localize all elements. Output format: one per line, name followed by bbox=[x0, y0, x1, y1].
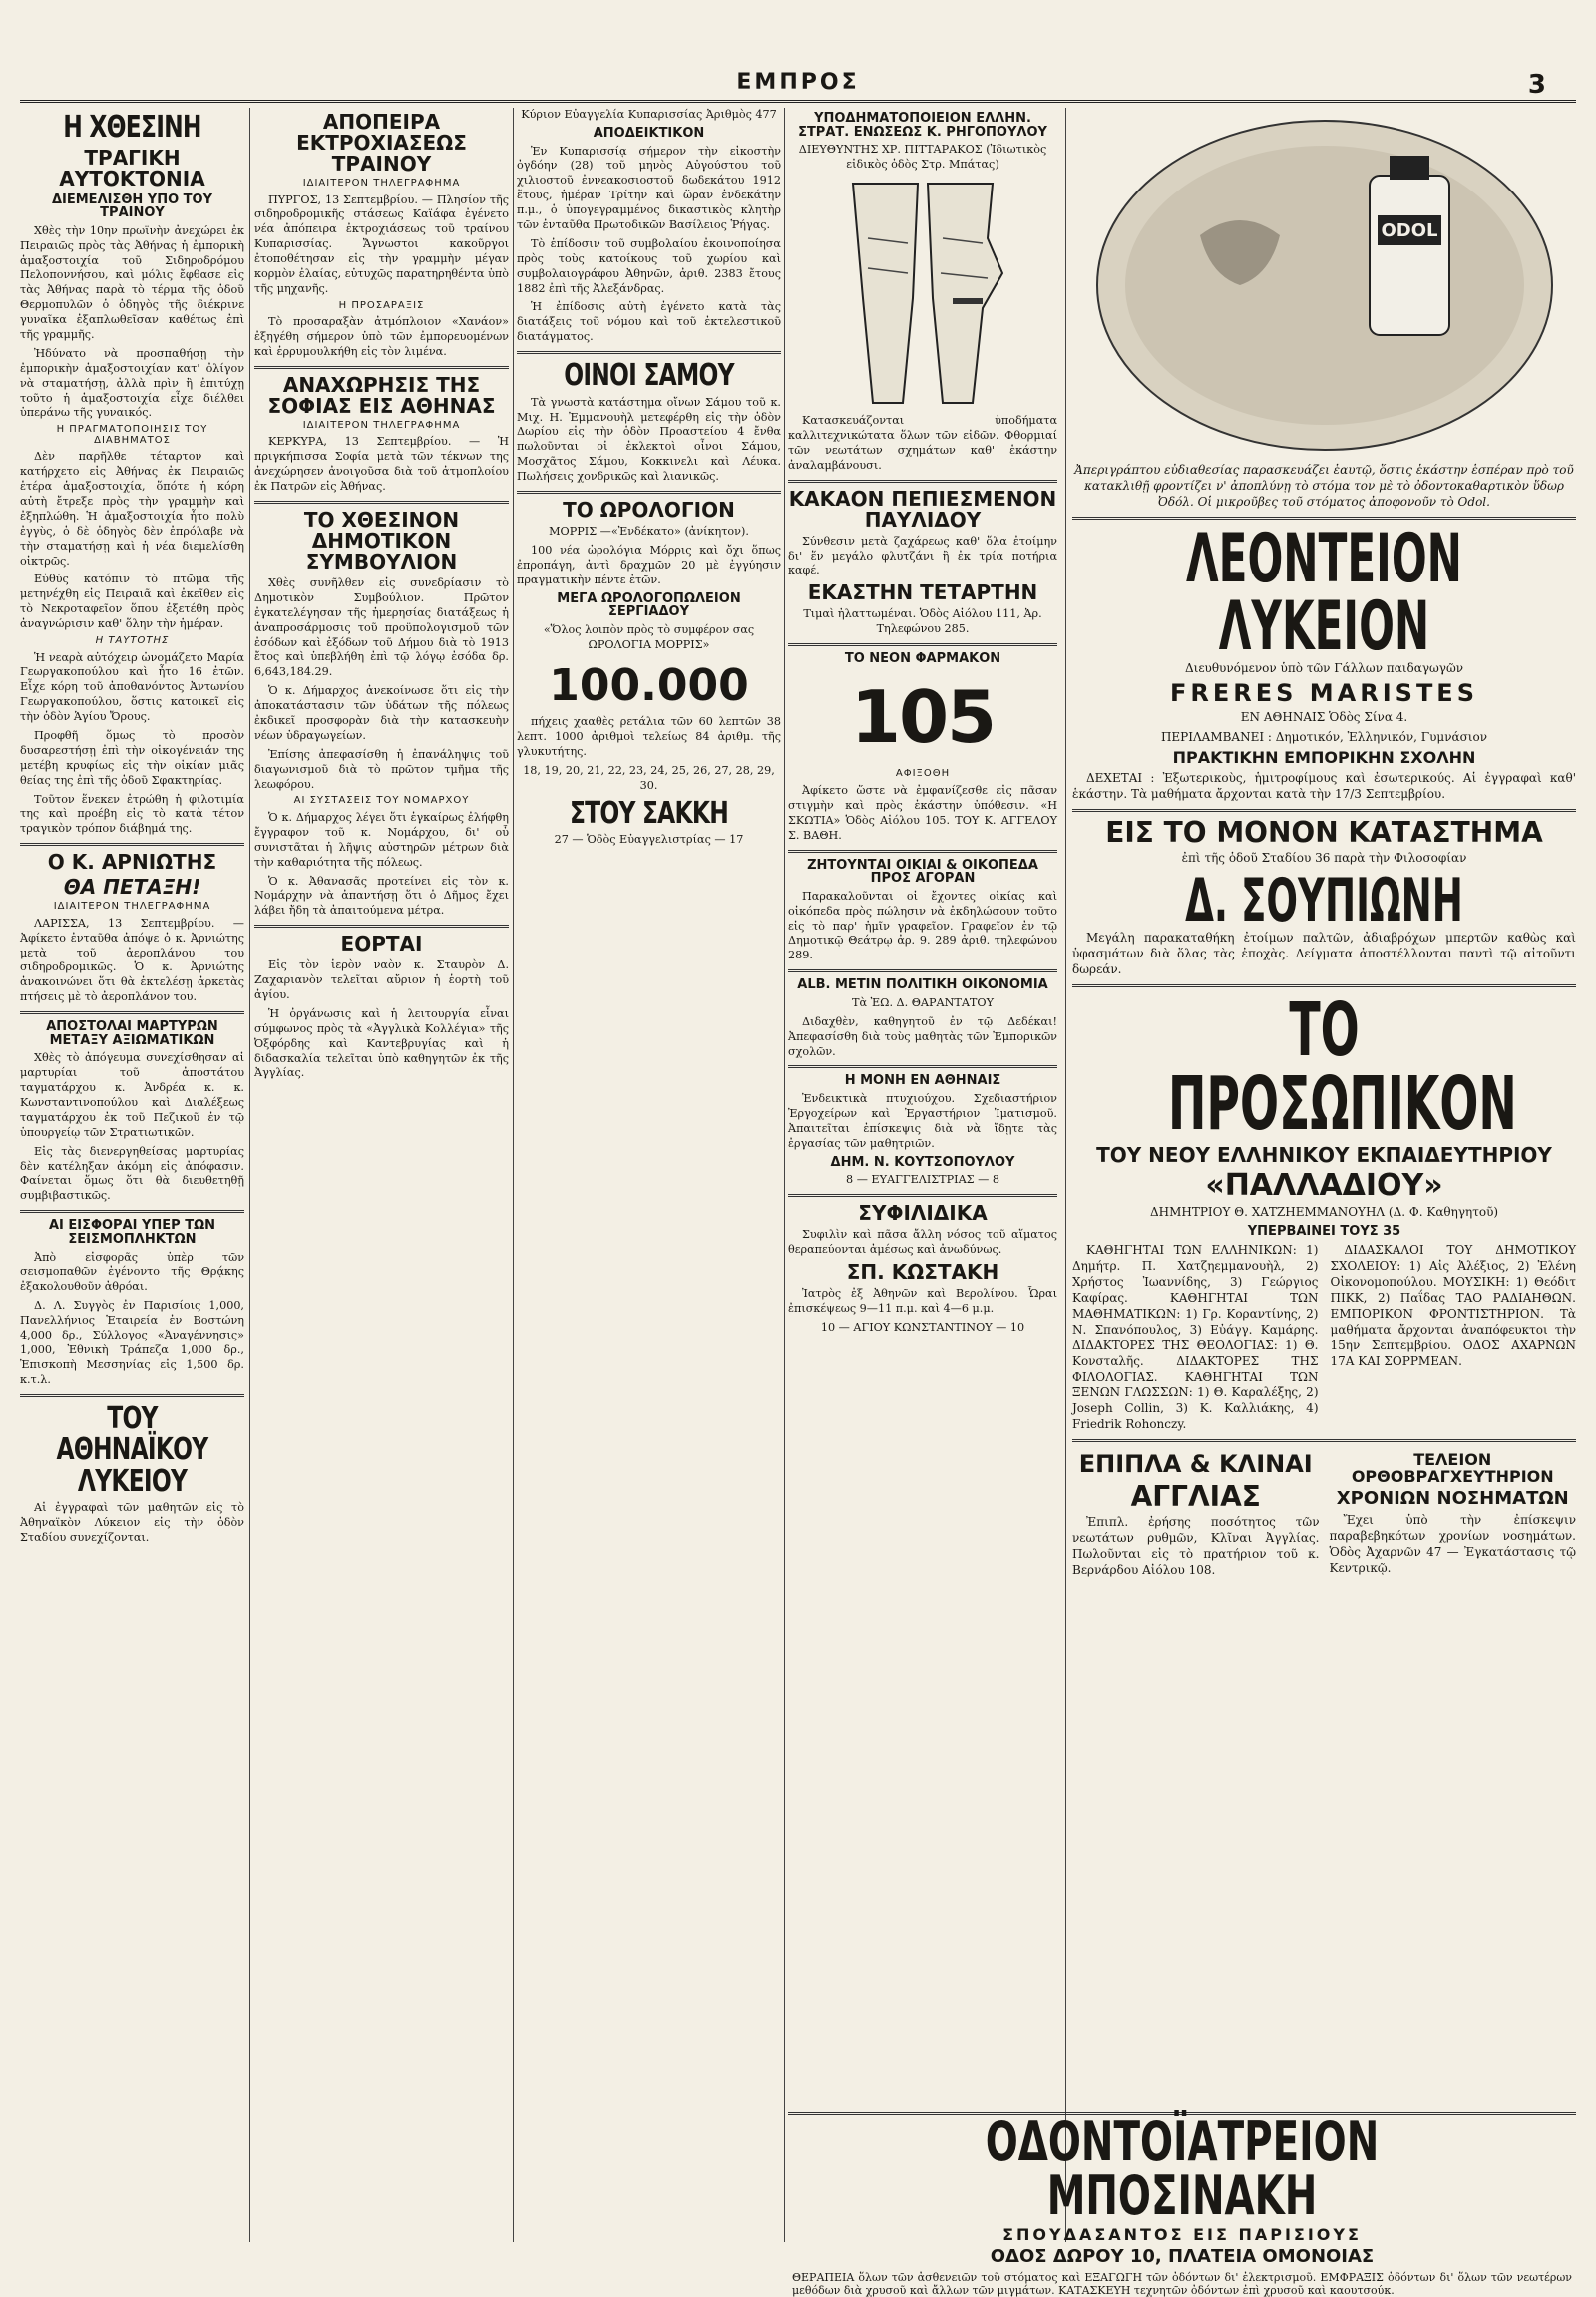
column-rule bbox=[249, 108, 250, 2242]
subheading: Η ΤΑΥΤΟΤΗΣ bbox=[95, 635, 170, 647]
headline-donations: ΑΙ ΕΙΣΦΟΡΑΙ ΥΠΕΡ ΤΩΝ ΣΕΙΣΜΟΠΛΗΚΤΩΝ bbox=[48, 1218, 216, 1247]
ad-address: 27 — Ὁδὸς Εὐαγγελιστρίας — 17 bbox=[554, 833, 744, 847]
ad-paragraph: Διδαχθὲν, καθηγητοῦ ἐν τῷ Δεδέκαι! Ἀπεφασίσθη διὰ τοὺς μαθητὰς τῶν Ἐμπορικῶν σχολῶν. bbox=[788, 1014, 1057, 1058]
divider bbox=[1072, 809, 1576, 812]
headline-samos-wines: ΟΙΝΟΙ ΣΑΜΟΥ bbox=[564, 358, 734, 394]
ad-paragraph: Κατασκευάζονται ὑποδήματα καλλιτεχνικώτατα ὅλων τῶν εἰδῶν. Φθορμιαί τῶν νεωτάτων σχημάτων καθ' ἑκάστην ἀναλαμβάνουσι. bbox=[788, 414, 1057, 472]
ad-paragraph: 100 νέα ὡρολόγια Μόρρις καὶ ὄχι ὅπως ἐπροπάγη, ἀντὶ δραχμῶν 20 μὲ ἐγγύησιν πραγματικὴν πέντε ἐτῶν. bbox=[517, 543, 781, 586]
headline-derailment: ΑΠΟΠΕΙΡΑ ΕΚΤΡΟΧΙΑΣΕΩΣ ΤΡΑΙΝΟΥ bbox=[296, 110, 467, 176]
article-paragraph: Προφθῆ ὅμως τὸ προσὸν δυσαρεστήσῃ ἐπὶ τὴν οἰκογένειάν της μετέβη κρυφίως εἰς τὴν οἰκίαν μιᾶς θείας της ἐπὶ τῆς ὁδοῦ Σφακτηρίας. bbox=[20, 729, 244, 787]
ad-subtitle: ΥΠΕΡΒΑΙΝΕΙ ΤΟΥΣ 35 bbox=[1247, 1224, 1401, 1240]
newspaper-title: ΕΜΠΡΟΣ bbox=[736, 70, 860, 95]
divider bbox=[788, 969, 1057, 972]
headline-wanted-houses: ΖΗΤΟΥΝΤΑΙ ΟΙΚΙΑΙ & ΟΙΚΟΠΕΔΑ ΠΡΟΣ ΑΓΟΡΑΝ bbox=[807, 857, 1038, 887]
headline-receipt: ΑΠΟΔΕΙΚΤΙΚΟΝ bbox=[593, 125, 705, 141]
ad-paragraph: ΘΕΡΑΠΕΙΑ ὅλων τῶν ἀσθενειῶν τοῦ στόματος καὶ ΕΞΑΓΩΓΗ τῶν ὀδόντων δι' ἐλεκτρισμοῦ. ΕΜΦΡΑΞΙΣ ὀδόντων δι' ὅλων τῶν νεωτέρων μεθόδων διὰ χρυσοῦ καὶ ἄλλων τῶν μιγμάτων. ΚΑΤΑΣΚΕΥΗ τεχνητῶν ὀδόντων ἐπὶ χρυσοῦ καὶ καουτσούκ. bbox=[792, 2270, 1572, 2297]
headline-municipal-council: ΤΟ ΧΘΕΣΙΝΟΝ ΔΗΜΟΤΙΚΟΝ ΣΥΜΒΟΥΛΙΟΝ bbox=[303, 507, 460, 574]
article-paragraph: Ἡ ἐπίδοσις αὐτὴ ἐγένετο κατὰ τὰς διατάξεις τοῦ νόμου καὶ τοῦ ἐκτελεστικοῦ διατάγματος. bbox=[517, 300, 781, 344]
article-paragraph: Ἡ ὀργάνωσις καὶ ἡ λειτουργία εἶναι σύμφωνος πρὸς τὰ «Ἀγγλικὰ Κολλέγια» τῆς Ὀξφόρδης καὶ Καντεβρυγίας καὶ ἡ διδασκαλία τελεῖται ὑπὸ καθηγητῶν ἐκ τῆς Ἀγγλίας. bbox=[254, 1006, 509, 1080]
headline-new-drug: ΤΟ ΝΕΟΝ ΦΑΡΜΑΚΟΝ bbox=[844, 651, 1001, 667]
article-paragraph: ΛΑΡΙΣΣΑ, 13 Σεπτεμβρίου. — Ἀφίκετο ἐνταῦθα ἀπόψε ὁ κ. Ἀρνιώτης μετὰ τοῦ ἀεροπλάνου του σιδηροδρομικῶς. Ὁ κ. Ἀρνιώτης ἀνακοινώνει ὅτι θὰ ἐκτελέσῃ ἀρκετὰς πτήσεις μὲ τὸ ἀεροπλάνον του. bbox=[20, 916, 244, 1004]
ad-subtitle: ΜΟΡΡΙΣ —«Ἐνδέκατο» (ἀνίκητον). bbox=[549, 524, 749, 538]
article-paragraph: ΚΕΡΚΥΡΑ, 13 Σεπτεμβρίου. — Ἡ πριγκήπισσα Σοφία μετὰ τῶν τέκνων της ἀνεχώρησεν ἀνοιγοῦσα διὰ τοῦ ἀτμοπλοίου ἐκ Πατρῶν εἰς Ἀθήνας. bbox=[254, 435, 509, 494]
ortho-ad bbox=[1330, 1448, 1577, 1582]
telegram-label: ΙΔΙΑΙΤΕΡΟΝ ΤΗΛΕΓΡΑΦΗΜΑ bbox=[302, 419, 461, 431]
ad-subtitle: ΑΦΙΞΟΘΗ bbox=[895, 768, 951, 780]
ad-subtitle: ἐπὶ τῆς ὁδοῦ Σταδίου 36 παρὰ τὴν Φιλοσοφίαν bbox=[1181, 851, 1467, 865]
riding-boots-icon bbox=[833, 179, 1012, 408]
headline-cocoa: ΚΑΚΑΟΝ ΠΕΠΙΕΣΜΕΝΟΝ ΠΑΥΛΙΔΟΥ bbox=[788, 486, 1057, 532]
divider bbox=[20, 843, 244, 846]
divider bbox=[517, 491, 781, 494]
article-paragraph: Αἱ ἐγγραφαὶ τῶν μαθητῶν εἰς τὸ Ἀθηναϊκὸν Λύκειον εἰς τὴν ὁδὸν Σταδίου συνεχίζονται. bbox=[20, 1501, 244, 1544]
dentist-ad bbox=[788, 2110, 1576, 2297]
ad-paragraph: Ἔχει ὑπὸ τὴν ἐπίσκεψιν παραβεβηκότων χρονίων νοσημάτων. Ὁδὸς Ἀχαρνῶν 47 — Ἐγκατάστασις τῷ Κεντρικῷ. bbox=[1329, 1512, 1576, 1575]
article-paragraph: Ἐν Κυπαρισσίᾳ σήμερον τὴν εἰκοστὴν ὀγδόην (28) τοῦ μηνὸς Αὐγούστου τοῦ χιλιοστοῦ ἐννεακοσιοστοῦ δωδεκάτου 1912 ἔτους, ἡμέραν Τρίτην καὶ ὥραν ἐνδεκάτην π.μ., ὁ ὑπογεγραμμένος δικαστικὸς κλητὴρ τῶν ἐνταῦθα Πρωτοδικῶν Βασίλειος Ῥήγας. bbox=[517, 144, 781, 231]
ad-address: 10 — ΑΓΙΟΥ ΚΩΝΣΤΑΝΤΙΝΟΥ — 10 bbox=[820, 1320, 1025, 1334]
ad-paragraph: 18, 19, 20, 21, 22, 23, 24, 25, 26, 27, 28, 29, 30. bbox=[523, 763, 775, 792]
headline-feasts: ΕΟΡΤΑΙ bbox=[340, 932, 423, 957]
headline-arniotis-fly: ΘΑ ΠΕΤΑΞΗ! bbox=[63, 875, 201, 900]
column-1 bbox=[20, 108, 244, 2252]
headline-ortho: ΤΕΛΕΙΟΝ ΟΡΘΟΒΡΑΓΧΕΥΤΗΡΙΟΝ bbox=[1351, 1450, 1554, 1487]
divider bbox=[1072, 1439, 1576, 1442]
notice-header: Κύριον Εὐαγγελία Κυπαρισσίας Ἀριθμὸς 477 bbox=[521, 108, 777, 121]
furniture-ad bbox=[1072, 1448, 1320, 1582]
column-3 bbox=[517, 108, 781, 2252]
ad-subtitle-french: FRERES MARISTES bbox=[1170, 678, 1478, 707]
article-paragraph: Εὐθὺς κατόπιν τὸ πτῶμα τῆς μετηνέχθη εἰς Πειραιᾶ καὶ ἐκεῖθεν εἰς τὸ Νεκροταφεῖον ὅπου ἐξετέθη πρὸς ἀναγνώρισιν καθ' ὅλην τὴν ἡμέραν. bbox=[20, 573, 244, 631]
subheading: Η ΠΡΑΓΜΑΤΟΠΟΙΗΣΙΣ ΤΟΥ ΔΙΑΒΗΜΑΤΟΣ bbox=[56, 424, 208, 446]
column-4 bbox=[788, 108, 1057, 2252]
article-paragraph: Χθὲς συνῆλθεν εἰς συνεδρίασιν τὸ Δημοτικὸν Συμβούλιον. Πρῶτον ἐγκατελέγησαν τῆς ἡμερησίας διατάξεως ἡ ἀναπροσάρμοσις τοῦ προϋπολογισμοῦ τῶν ἐσόδων καὶ ἐξόδων τοῦ Δήμου διὰ τὸ 1913 ἔτος καὶ ὑπεβλήθη ἐπὶ τῷ λόγῳ ἐσόδα δρ. 6,643,184.29. bbox=[254, 575, 509, 679]
divider bbox=[20, 1394, 244, 1397]
headline-leonteion-lyceum: ΛΕΟΝΤΕΙΟΝ ΛΥΚΕΙΟΝ bbox=[1186, 519, 1462, 666]
headline-athenian-lyceum: ΤΟΥ ΑΘΗΝΑΪΚΟΥ ΛΥΚΕΙΟΥ bbox=[56, 1400, 208, 1499]
ad-paragraph: Σύνθεσιν μετὰ ζαχάρεως καθ' ὅλα ἐτοίμην δι' ἕν μεγάλο φλυτζάνι ἢ ἐκ τρία ποτήρια καφέ. bbox=[788, 534, 1057, 577]
headline-suicide-3: ΔΙΕΜΕΛΙΣΘΗ ΥΠΟ ΤΟΥ ΤΡΑΙΝΟΥ bbox=[51, 191, 213, 221]
ad-paragraph: Ἐνδεικτικὰ πτυχιούχου. Σχεδιαστήριον Ἐργοχείρων καὶ Ἐργαστήριον Ἱματισμοῦ. Ἀπαιτεῖται ἐπίσκεψις διὰ νὰ ἴδῃτε τὰς ἐργασίας τῶν μαθητριῶν. bbox=[788, 1092, 1057, 1150]
page-number: 3 bbox=[1527, 70, 1546, 100]
headline-chronic: ΧΡΟΝΙΩΝ ΝΟΣΗΜΑΤΩΝ bbox=[1336, 1487, 1569, 1509]
ad-subtitle: Διευθυνόμενον ὑπὸ τῶν Γάλλων παιδαγωγῶν bbox=[1184, 660, 1464, 675]
ad-address: ΕΝ ΑΘΗΝΑΙΣ Ὁδὸς Σίνα 4. bbox=[1240, 710, 1408, 724]
ad-big-number: 105 bbox=[850, 674, 996, 759]
ad-paragraph: Ἰατρὸς ἐξ Ἀθηνῶν καὶ Βερολίνου. Ὧραι ἐπισκέψεως 9—11 π.μ. καὶ 4—6 μ.μ. bbox=[788, 1286, 1057, 1315]
headline-furniture: ΕΠΙΠΛΑ & ΚΛΙΝΑΙ bbox=[1078, 1450, 1313, 1479]
ad-paragraph: πήχεις χααθὲς ρετάλια τῶν 60 λεπτῶν 38 λεπτ. 1000 ἀριθμοὶ τελείως 84 ἀριθμ. τῆς γλυκυτήτης. bbox=[517, 715, 781, 758]
headline-every-wednesday: ΕΚΑΣΤΗΝ ΤΕΤΑΡΤΗΝ bbox=[807, 580, 1038, 605]
divider bbox=[788, 850, 1057, 853]
article-paragraph: Ἀπὸ εἰσφορᾶς ὑπὲρ τῶν σεισμοπαθῶν ἐγένοντο τῆς Θρᾴκης ἐξακολουθοῦν ἀθρόαι. bbox=[20, 1250, 244, 1294]
article-paragraph: Χθὲς τὸ ἀπόγευμα συνεχίσθησαν αἱ μαρτυρίαι τοῦ ἀποστάτου ταγματάρχου κ. Ἀνδρέα κ. κ. Κωνσταντινοπούλου καὶ Διαλέξεως ταγματάρχου ἐκ τοῦ Πεζικοῦ ἐν τῷ ὑπουργείῳ τῶν Στρατιωτικῶν. bbox=[20, 1051, 244, 1139]
headline-economics-book: ALB. METIN ΠΟΛΙΤΙΚΗ ΟΙΚΟΝΟΜΙΑ bbox=[797, 977, 1048, 993]
divider bbox=[788, 643, 1057, 646]
article-paragraph: Εἰς τὰς διενεργηθείσας μαρτυρίας δὲν κατέληξαν ἀκόμη εἰς ἀπόφασιν. Φαίνεται ὅμως ὅτι θὰ διευθετηθῇ συμβιβαστικῶς. bbox=[20, 1144, 244, 1203]
divider bbox=[20, 1210, 244, 1213]
ad-paragraph: Ἀφίκετο ὥστε νὰ ἐμφανίζεσθε εἰς πᾶσαν στιγμὴν καὶ πρὸς ἑκάστην ὑπόθεσιν. «Η ΣΚΩΤΙΑ» Ὁδὸς Αἰόλου 105. ΤΟΥ Κ. ΑΓΓΕΛΟΥ Σ. ΒΑΘΗ. bbox=[788, 783, 1057, 842]
article-paragraph: Χθὲς τὴν 10ην πρωϊνὴν ἀνεχώρει ἐκ Πειραιῶς πρὸς τὰς Ἀθήνας ἡ ἐμπορικὴ ἁμαξοστοιχία τοῦ Σιδηροδρόμου Πελοποννήσου, καὶ μόλις ἔφθασε εἰς τὰς Ἀθήνας παρὰ τὸ τέρμα τῆς ὁδοῦ Θερμοπυλῶν ὁ ὁδηγὸς τῆς διέκρινε γυναῖκα ἐξαπλωθεῖσαν καθέτως ἐπὶ τῆς γραμμῆς. bbox=[20, 223, 244, 342]
masthead bbox=[20, 70, 1576, 103]
staff-lists bbox=[1072, 1243, 1576, 1433]
ad-paragraph: «Ὅλος λοιπὸν πρὸς τὸ συμφέρον σας ΩΡΟΛΟΓΙΑ ΜΟΡΡΙΣ» bbox=[543, 622, 755, 651]
ad-address: ΟΔΟΣ ΔΩΡΟΥ 10, ΠΛΑΤΕΙΑ ΟΜΟΝΟΙΑΣ bbox=[990, 2245, 1375, 2267]
ad-paragraph: ΔΕΧΕΤΑΙ : Ἐξωτερικοὺς, ἡμιτροφίμους καὶ ἐσωτερικούς. Αἱ ἐγγραφαὶ καθ' ἑκάστην. Τὰ μαθήματα ἄρχονται κατὰ τὴν 17/3 Σεπτεμβρίου. bbox=[1072, 770, 1576, 801]
ad-subtitle: ΠΡΑΚΤΙΚΗΝ ΕΜΠΟΡΙΚΗΝ ΣΧΟΛΗΝ bbox=[1172, 747, 1476, 767]
headline-syphilis: ΣΥΦΙΛΙΔΙΚΑ bbox=[858, 1201, 988, 1226]
ad-subtitle: ΔΗΜΗΤΡΙΟΥ Θ. ΧΑΤΖΗΕΜΜΑΝΟΥΗΛ (Δ. Φ. Καθηγητοῦ) bbox=[1149, 1205, 1499, 1220]
ad-paragraph: ΠΕΡΙΛΑΜΒΑΝΕΙ : Δημοτικόν, Ἑλληνικόν, Γυμνάσιον bbox=[1160, 729, 1488, 744]
staff-left-list: ΚΑΘΗΓΗΤΑΙ ΤΩΝ ΕΛΛΗΝΙΚΩΝ: 1) Δημήτρ. Π. Χατζηεμμανουὴλ, 2) Χρήστος Ἰωαννίδης, 3) Γεώργιος Καφίρας. ΚΑΘΗΓΗΤΑΙ ΤΩΝ ΜΑΘΗΜΑΤΙΚΩΝ: 1) Γρ. Κοραντίνης, 2) Ν. Σπανόπουλος, 3) Εὐάγγ. Καμάρης. ΔΙΔΑΚΤΟΡΕΣ ΤΗΣ ΘΕΟΛΟΓΙΑΣ: 1) Θ. Κονσταλῆς. ΔΙΔΑΚΤΟΡΕΣ ΤΗΣ ΦΙΛΟΛΟΓΙΑΣ. ΚΑΘΗΓΗΤΑΙ ΤΩΝ ΞΕΝΩΝ ΓΛΩΣΣΩΝ: 1) Θ. Καραλέξης, 2) Joseph Collin, 3) Κ. Καλλιάκης, 4) Friedrik Rohonczy. bbox=[1072, 1242, 1319, 1432]
ad-paragraph: Μεγάλη παρακαταθήκη ἐτοίμων παλτῶν, ἀδιαβρόχων μπερτῶν καθὼς καὶ ὑφασμάτων διὰ ὅλας τὰς ἐποχὰς. Δείγματα ἀποστέλλονται παντὶ τῷ αἰτοῦντι δωρεάν. bbox=[1072, 930, 1576, 976]
staff-right-list: ΔΙΔΑΣΚΑΛΟΙ ΤΟΥ ΔΗΜΟΤΙΚΟΥ ΣΧΟΛΕΙΟΥ: 1) Αἰς Ἀλέξιος, 2) Ἑλένη Οἰκονομοπούλου. ΜΟΥΣΙΚΗ: 1) Θεόδιτ ΠΙΚΚ, 2) Παΐδας ΤΑΟ ΡΑΔΙΑΗΘΩΝ. ΕΜΠΟΡΙΚΟΝ ΦΡΟΝΤΙΣΤΗΡΙΟΝ. Τὰ μαθήματα ἄρχονται ἀναπόφευκτοι τὴν 15ην Σεπτεμβρίου. ΟΔΟΣ ΑΧΑΡΝΩΝ 17Α ΚΑΙ ΣΟΡΡΜΕΑΝ. bbox=[1330, 1242, 1576, 1368]
article-paragraph: Ἡ νεαρὰ αὐτόχειρ ὠνομάζετο Μαρία Γεωργακοπούλου καὶ ἦτο 16 ἐτῶν. Εἶχε κόρη τοῦ ἀποθανόντος Ἀντωνίου Γεωργακοπούλου, ὅστις κατοικεῖ εἰς τὴν ὁδὸν Ἁγίου Ὄρους. bbox=[20, 650, 244, 724]
article-paragraph: Τὸ ἐπίδοσιν τοῦ συμβολαίου ἐκοινοποίησα πρὸς τοὺς κατοίκους τοῦ χωρίου καὶ συμβολαιογράφου Ἀθηνῶν, ἀριθ. 2383 ἔτους 1882 ἐπὶ τῆς Ἀλεξάνδρας. bbox=[517, 236, 781, 295]
headline-soupioni: Δ. ΣΟΥΠΙΩΝΗ bbox=[1185, 865, 1463, 936]
divider bbox=[788, 480, 1057, 483]
column-2 bbox=[254, 108, 509, 2252]
article-paragraph: Ὁ κ. Δήμαρχος ἀνεκοίνωσε ὅτι εἰς τὴν ἀποκατάστασιν τῶν ὑδάτων τῆς πόλεως ἐκδικεῖ προσφορὰν διὰ τὴν κατασκευὴν νέων ὑδραγωγείων. bbox=[254, 684, 509, 742]
divider bbox=[788, 1065, 1057, 1068]
divider bbox=[254, 366, 509, 369]
ad-paragraph: Ἀπεριγράπτου εὐδιαθεσίας παρασκευάζει ἑαυτῷ, ὅστις ἑκάστην ἑσπέραν πρὸ τοῦ κατακλιθῇ φροντίζει ν' ἀποπλύνῃ τὸ στόμα τον μὲ τὸ ὀδοντοκαθαρτικὸν ὕδωρ Ὀδόλ. Οἱ μικροῦβες τοῦ στόματος ἀποφονοῦν τὸ Odol. bbox=[1074, 463, 1574, 509]
ad-paragraph: Ἐπιπλ. ἐρήσης ποσότητος τῶν νεωτάτων ρυθμῶν, Κλῖναι Ἀγγλίας. Πωλοῦνται εἰς τὸ πρατήριον τοῦ κ. Βερνάρδου Αἰόλου 108. bbox=[1072, 1514, 1320, 1577]
ad-big-number: 100.000 bbox=[549, 659, 749, 711]
article-paragraph: Ὁ κ. Δήμαρχος λέγει ὅτι ἐγκαίρως ἐλήφθη ἔγγραφον τοῦ κ. Νομάρχου, δι' οὗ συνιστᾶται ἡ λῆψις αὐστηρῶν μέτρων διὰ τὴν καθαριότητα τῆς πόλεως. bbox=[254, 810, 509, 869]
ad-address: 8 — ΕΥΑΓΓΕΛΙΣΤΡΙΑΣ — 8 bbox=[846, 1173, 999, 1187]
subheading: Η ΠΡΟΣΑΡΑΞΙΣ bbox=[338, 299, 425, 311]
ad-paragraph: Τιμαὶ ἠλαττωμέναι. Ὁδὸς Αἰόλου 111, Ἀρ. Τηλεφώνου 285. bbox=[803, 607, 1042, 636]
article-paragraph: Ἐπίσης ἀπεφασίσθη ἡ ἐπανάληψις τοῦ διαγωνισμοῦ διὰ τὸ πρῶτον τμῆμα τῆς λεωφόρου. bbox=[254, 747, 509, 791]
divider bbox=[517, 351, 781, 354]
ad-paragraph: Παρακαλοῦνται οἱ ἔχοντες οἰκίας καὶ οἰκόπεδα πρὸς πώλησιν νὰ ἐκδηλώσουν τοῦτο εἰς τὸ παρ' ἡμῖν γραφεῖον. Γραφεῖον ἐν τῷ Δημοτικῷ Θεάτρῳ ἀρ. 9. 289 ἀριθ. τηλεφώνου 289. bbox=[788, 889, 1057, 962]
article-paragraph: Ἠδύνατο νὰ προσπαθήσῃ τὴν ἐμπορικὴν ἁμαξοστοιχίαν κατ' ὀλίγον νὰ σταματήσῃ, ἀλλὰ πρὶν ἢ ἐπιτύχῃ τοῦτο ἡ ἁμαξοστοιχία εἶχε διέλθει ὑπεράνω τῆς γυναικός. bbox=[20, 346, 244, 420]
article-paragraph: ΠΥΡΓΟΣ, 13 Σεπτεμβρίου. — Πλησίον τῆς σιδηροδρομικῆς στάσεως Καϊάφα ἐγένετο νέα ἀπόπειρα ἐκτροχιάσεως τοῦ τραίνου Κυπαρισσίας. Ἄγνωστοι κακοῦργοι ἐτοποθέτησαν εἰς τὴν γραμμὴν μέγαν κορμὸν ἐλαίας, εὐτυχῶς παρατηρηθέντα ὑπὸ τῆς μηχανῆς. bbox=[254, 192, 509, 295]
headline-palladion: «ΠΑΛΛΑΔΙΟΥ» bbox=[1205, 1167, 1443, 1203]
column-5 bbox=[1072, 108, 1576, 2252]
subheading: ΑΙ ΣΥΣΤΑΣΕΙΣ ΤΟΥ ΝΟΜΑΡΧΟΥ bbox=[293, 795, 470, 807]
article-paragraph: Ὁ κ. Ἀθανασᾶς προτείνει εἰς τὸν κ. Νομάρχην νὰ ἀπαντήσῃ ὅτι ὁ Δῆμος ἔχει λάβει ἤδη τὰ ἀπαιτούμενα μέτρα. bbox=[254, 874, 509, 918]
headline-shoemaker: ΥΠΟΔΗΜΑΤΟΠΟΙΕΙΟΝ ΕΛΛΗΝ. ΣΤΡΑΤ. ΕΝΩΣΕΩΣ Κ. ΡΗΓΟΠΟΥΛΟΥ bbox=[798, 111, 1047, 140]
ad-subtitle: ΣΠΟΥΔΑΣΑΝΤΟΣ ΕΙΣ ΠΑΡΙΣΙΟΥΣ bbox=[1002, 2225, 1362, 2244]
headline-only-shop: ΕΙΣ ΤΟ ΜΟΝΟΝ ΚΑΤΑΣΤΗΜΑ bbox=[1105, 815, 1543, 849]
headline-suicide-2: ΤΡΑΓΙΚΗ ΑΥΤΟΚΤΟΝΙΑ bbox=[59, 145, 205, 191]
headline-arniotis: Ο Κ. ΑΡΝΙΩΤΗΣ bbox=[47, 850, 217, 875]
headline-kostaki: ΣΠ. ΚΩΣΤΑΚΗ bbox=[846, 1259, 999, 1284]
column-rule bbox=[513, 108, 514, 2242]
article-paragraph: Τὸ προσαραξὰν ἀτμόπλοιον «Χανάον» ἐξηγέθη σήμερον ὑπὸ τῶν ἐμπορευομένων καὶ ἐρρυμουλκήθη εἰς τὸν λιμένα. bbox=[254, 315, 509, 359]
column-rule bbox=[1065, 108, 1066, 2242]
article-paragraph: Εἰς τὸν ἱερὸν ναὸν κ. Σταυρὸν Δ. Ζαχαριανὸν τελεῖται αὔριον ἡ ἑορτὴ τοῦ ἁγίου. bbox=[254, 958, 509, 1001]
odol-label: ODOL bbox=[1380, 220, 1438, 241]
headline-watchmaker: ΜΕΓΑ ΩΡΟΛΟΓΟΠΩΛΕΙΟΝ ΣΕΡΓΙΑΔΟΥ bbox=[557, 590, 741, 620]
headline-staff: ΤΟ ΠΡΟΣΩΠΙΚΟΝ bbox=[1167, 986, 1517, 1147]
divider bbox=[20, 1011, 244, 1014]
headline-england: ΑΓΓΛΙΑΣ bbox=[1130, 1479, 1261, 1513]
bottom-ads bbox=[1072, 1448, 1576, 1582]
divider bbox=[254, 501, 509, 504]
ad-paragraph: Τὰ γνωστὰ κατάστημα οἴνων Σάμου τοῦ κ. Μιχ. Η. Ἐμμανουὴλ μετεφέρθη εἰς τὴν ὁδὸν Δωρίου εἰς τὴν ὁδὸν Προαστείου 4 ἔνθα πωλοῦνται οἱ ἐκλεκτοὶ οἶνοι Σάμου, Μοσχᾶτος Σάμου, Κοκκινελι καὶ Λέυκα. Πωλήσεις χονδρικῶς καὶ λιανικῶς. bbox=[517, 395, 781, 484]
ad-paragraph: Συφιλὶν καὶ πᾶσα ἄλλη νόσος τοῦ αἵματος θεραπεύονται ἀμέσως καὶ ἀνωδύνως. bbox=[788, 1228, 1057, 1257]
telegram-label: ΙΔΙΑΙΤΕΡΟΝ ΤΗΛΕΓΡΑΦΗΜΑ bbox=[302, 178, 461, 189]
article-paragraph: Δὲν παρῆλθε τέταρτον καὶ κατήρχετο εἰς Ἀθήνας ἐκ Πειραιῶς ἑτέρα ἁμαξοστοιχία, ὅπότε ἡ κόρη αὐτὴ ἔτρεξε πρὸς τὴν γραμμὴν καὶ ἐξηπλώθη. Ἡ ἁμαξοστοιχία ἦτο πολὺ ἐγγὺς, ὁ δὲ ὁδηγὸς δὲν ἐπρόλαβε νὰ τὴν σταματήσῃ καὶ ἡ νέα διεμελίσθη οἰκτρῶς. bbox=[20, 450, 244, 568]
article-paragraph: Τοῦτον ἕνεκεν ἐτρώθη ἡ φιλοτιμία της καὶ προέβη εἰς τὸ κατὰ τέτον τραγικὸν τρόπον διάβημά της. bbox=[20, 792, 244, 836]
headline-suicide-1: Η ΧΘΕΣΙΝΗ bbox=[63, 110, 201, 145]
headline-sofia-departure: ΑΝΑΧΩΡΗΣΙΣ ΤΗΣ ΣΟΦΙΑΣ ΕΙΣ ΑΘΗΝΑΣ bbox=[267, 372, 496, 418]
telegram-label: ΙΔΙΑΙΤΕΡΟΝ ΤΗΛΕΓΡΑΦΗΜΑ bbox=[53, 901, 211, 913]
headline-sakkis: ΣΤΟΥ ΣΑΚΚΗ bbox=[569, 795, 729, 831]
ad-subtitle: Τὰ ἘΩ. Δ. ΘΑΡΑΝΤΑΤΟΥ bbox=[852, 995, 994, 1009]
ad-subtitle: ΤΟΥ ΝΕΟΥ ΕΛΛΗΝΙΚΟΥ ΕΚΠΑΙΔΕΥΤΗΡΙΟΥ bbox=[1096, 1142, 1552, 1167]
article-paragraph: Δ. Λ. Συγγὸς ἐν Παρισίοις 1,000, Πανελλήνιος Ἑταιρεία ἐν Βοστώνη 4,000 δρ., Σύλλογος «Ἀναγέννησις» 1,000, Ἐθνικὴ Τράπεζα 1,000 δρ., Ἐπισκοπὴ Μεσσηνίας εἰς 1,500 δρ. κ.τ.λ. bbox=[20, 1299, 244, 1386]
divider bbox=[254, 925, 509, 928]
ad-subtitle: ΔΙΕΥΘΥΝΤΗΣ ΧΡ. ΠΙΤΤΑΡΑΚΟΣ (Ἰδιωτικὸς εἰδικὸς ὁδὸς Στρ. Μπάτας) bbox=[798, 143, 1047, 172]
odol-advert-image bbox=[1090, 116, 1559, 455]
headline-koutsopoulou: ΔΗΜ. Ν. ΚΟΥΤΣΟΠΟΥΛΟΥ bbox=[830, 1154, 1015, 1170]
headline-dentist: ΟΔΟΝΤΟΪΑΤΡΕΙΟΝ ΜΠΟΣΙΝΑΚΗ bbox=[985, 2110, 1380, 2227]
headline-only-in-athens: Η ΜΟΝΗ ΕΝ ΑΘΗΝΑΙΣ bbox=[844, 1073, 1001, 1089]
headline-witnesses: ΑΠΟΣΤΟΛΑΙ ΜΑΡΤΥΡΩΝ ΜΕΤΑΞΥ ΑΞΙΩΜΑΤΙΚΩΝ bbox=[46, 1019, 218, 1048]
headline-watch: ΤΟ ΩΡΟΛΟΓΙΟΝ bbox=[563, 497, 735, 522]
divider bbox=[788, 1194, 1057, 1197]
column-rule bbox=[784, 108, 785, 2242]
